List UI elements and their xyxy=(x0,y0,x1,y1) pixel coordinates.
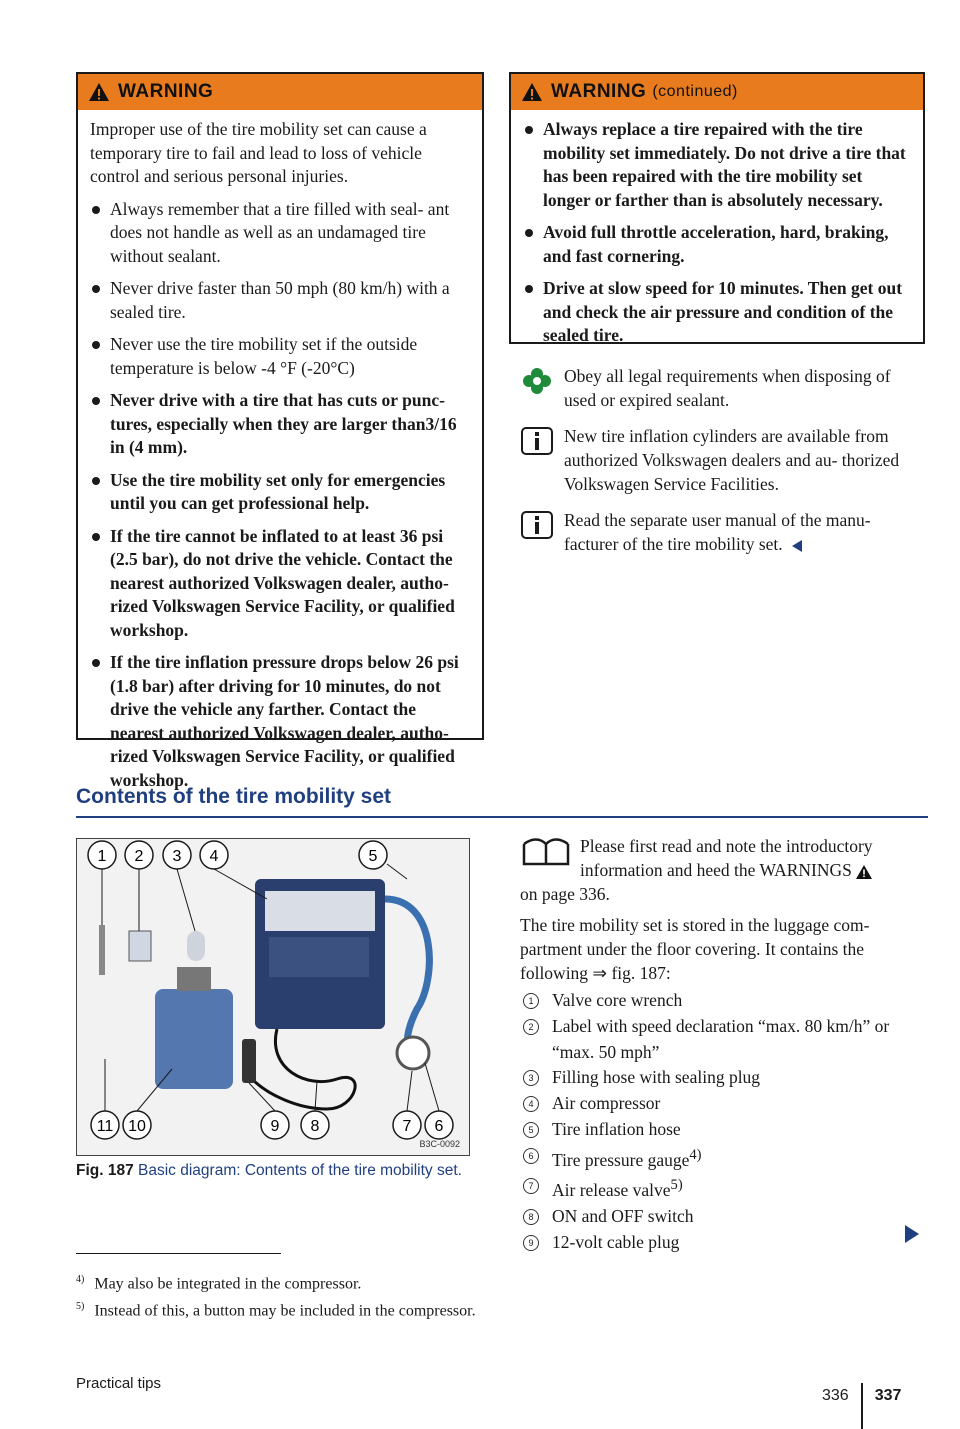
list-item: 3 Filling hose with sealing plug xyxy=(520,1065,925,1091)
warning-bullet: Drive at slow speed for 10 minutes. Then get out and check the air pressure and condition of the sealed tire. xyxy=(523,277,911,348)
warning-title: WARNING xyxy=(118,81,214,102)
page-number-prev: 336 xyxy=(822,1387,849,1404)
warning-header xyxy=(78,74,482,110)
page-divider xyxy=(861,1383,863,1429)
footnote-ref: 4) xyxy=(689,1146,702,1163)
warning-body xyxy=(78,110,482,811)
continue-arrow-icon xyxy=(905,1225,919,1243)
warning-intro: Improper use of the tire mobility set can cause a temporary tire to fail and lead to loss of vehicle control and serious personal injuries. xyxy=(90,119,427,186)
callout-10: 10 xyxy=(128,1118,146,1135)
warning-box-main xyxy=(76,72,484,790)
compressor-switch-panel xyxy=(269,937,369,977)
list-item: 7 Air release valve$^{5)}$ xyxy=(520,1173,925,1204)
tire-mobility-set-diagram xyxy=(77,839,469,1155)
callout-5: 5 xyxy=(368,848,378,865)
warning-triangle-icon xyxy=(521,82,543,102)
list-item: 2 Label with speed declaration “max. 80 km/h” or “max. 50 mph” xyxy=(520,1014,925,1066)
callout-8: 8 xyxy=(310,1118,320,1135)
info-note xyxy=(520,424,925,496)
warning-list xyxy=(523,118,911,348)
warning-bullet: If the tire cannot be inflated to at least 36 psi (2.5 bar), do not drive the vehicle. Contact the nearest authorized Volkswagen dealer, autho- rized Volkswagen Service Facility, or qualified workshop. xyxy=(90,525,470,643)
info-note xyxy=(520,508,925,556)
warning-continued-label: (continued) xyxy=(652,83,738,100)
contents-list xyxy=(520,988,925,1256)
pressure-gauge xyxy=(397,1037,429,1069)
warning-bullet: Use the tire mobility set only for emergencies until you can get professional help. xyxy=(90,469,470,516)
callout-4: 4 xyxy=(209,848,219,865)
info-icon xyxy=(520,426,554,456)
footnote-divider xyxy=(76,1253,281,1254)
footnote: $^{4)}$ May also be integrated in the compressor. xyxy=(76,1274,362,1293)
speed-label xyxy=(129,931,151,961)
book-icon xyxy=(520,834,572,868)
callout-2: 2 xyxy=(134,848,144,865)
list-item: 6 Tire pressure gauge$^{4)}$ xyxy=(520,1143,925,1174)
cable xyxy=(252,1029,355,1109)
list-item: 9 12-volt cable plug xyxy=(520,1230,925,1256)
warning-bullet: Never use the tire mobility set if the outside temperature is below -4 °F (-20°C) xyxy=(90,333,470,380)
page-number-current: 337 xyxy=(874,1387,902,1404)
warning-header xyxy=(511,74,923,110)
list-item: 1 Valve core wrench xyxy=(520,988,925,1014)
info-icon xyxy=(520,510,554,540)
footnote-ref: 5) xyxy=(670,1177,683,1194)
callout-1: 1 xyxy=(97,848,107,865)
list-item: 4 Air compressor xyxy=(520,1091,925,1117)
info-note-text: New tire inflation cylinders are available from authorized Volkswagen dealers and au- thorized Volkswagen Service Facilities. xyxy=(564,426,900,494)
warning-triangle-icon xyxy=(88,82,110,102)
intro-text: Please first read and note the introductory information and heed the WARNINGS xyxy=(580,836,873,880)
warning-bullet: If the tire inflation pressure drops below 26 psi (1.8 bar) after driving for 10 minutes, do not drive the vehicle any farther. Contact the nearest authorized Volkswagen dealer, autho- rized Volkswagen Service Facility, or qualified workshop. xyxy=(90,651,470,792)
warning-box-continued xyxy=(509,72,925,344)
environment-note-text: Obey all legal requirements when disposing of used or expired sealant. xyxy=(564,366,891,410)
callout-9: 9 xyxy=(270,1118,280,1135)
intro-paragraph xyxy=(520,834,925,906)
stored-paragraph: The tire mobility set is stored in the luggage com- partment under the floor covering. It contains the following ⇒ fig. 187: xyxy=(520,915,870,983)
end-of-section-icon xyxy=(791,540,803,552)
warning-bullet: Always remember that a tire filled with seal- ant does not handle as well as an undamaged tire without sealant. xyxy=(90,198,470,269)
warning-body xyxy=(511,110,923,367)
section-title: Contents of the tire mobility set xyxy=(76,785,392,808)
figure-caption-text: Basic diagram: Contents of the tire mobility set. xyxy=(138,1162,462,1179)
footnote: $^{5)}$ Instead of this, a button may be included in the compressor. xyxy=(76,1301,476,1320)
compressor-label xyxy=(265,891,375,931)
sealant-bottle xyxy=(155,989,233,1089)
list-item: 5 Tire inflation hose xyxy=(520,1117,925,1143)
callout-7: 7 xyxy=(402,1118,412,1135)
figure-caption xyxy=(76,1160,476,1182)
warning-list xyxy=(90,198,470,793)
cable-plug xyxy=(242,1039,256,1083)
list-item: 8 ON and OFF switch xyxy=(520,1204,925,1230)
info-note-body: Read the separate user manual of the manu- facturer of the tire mobility set. xyxy=(564,510,871,554)
info-note-text xyxy=(564,508,925,556)
bottle-cap xyxy=(177,967,211,991)
environment-note xyxy=(520,364,925,412)
callout-11: 11 xyxy=(96,1118,114,1135)
callout-3: 3 xyxy=(172,848,182,865)
environment-flower-icon xyxy=(520,366,554,396)
filling-hose xyxy=(187,931,205,961)
warning-bullet: Never drive faster than 50 mph (80 km/h) with a sealed tire. xyxy=(90,277,470,324)
footer-section-label: Practical tips xyxy=(76,1375,162,1392)
warning-bullet: Always replace a tire repaired with the tire mobility set immediately. Do not drive a tire that has been repaired with the tire mobility set longer or farther than is absolutely necessary. xyxy=(523,118,911,212)
figure-tire-mobility-set xyxy=(76,838,470,1156)
inflation-hose xyxy=(385,899,429,1049)
warning-triangle-icon xyxy=(856,865,872,879)
section-divider xyxy=(76,816,928,818)
intro-tail: on page 336. xyxy=(520,884,610,904)
warning-bullet: Never drive with a tire that has cuts or punc- tures, especially when they are larger than3/16 in (4 mm). xyxy=(90,389,470,460)
warning-title: WARNING xyxy=(551,81,647,102)
warning-bullet: Avoid full throttle acceleration, hard, braking, and fast cornering. xyxy=(523,221,911,268)
callout-6: 6 xyxy=(434,1118,444,1135)
page-numbers xyxy=(822,1373,901,1419)
valve-core-wrench xyxy=(99,925,105,975)
figure-code: B3C-0092 xyxy=(419,1139,460,1149)
figure-caption-number: Fig. 187 xyxy=(76,1162,134,1179)
